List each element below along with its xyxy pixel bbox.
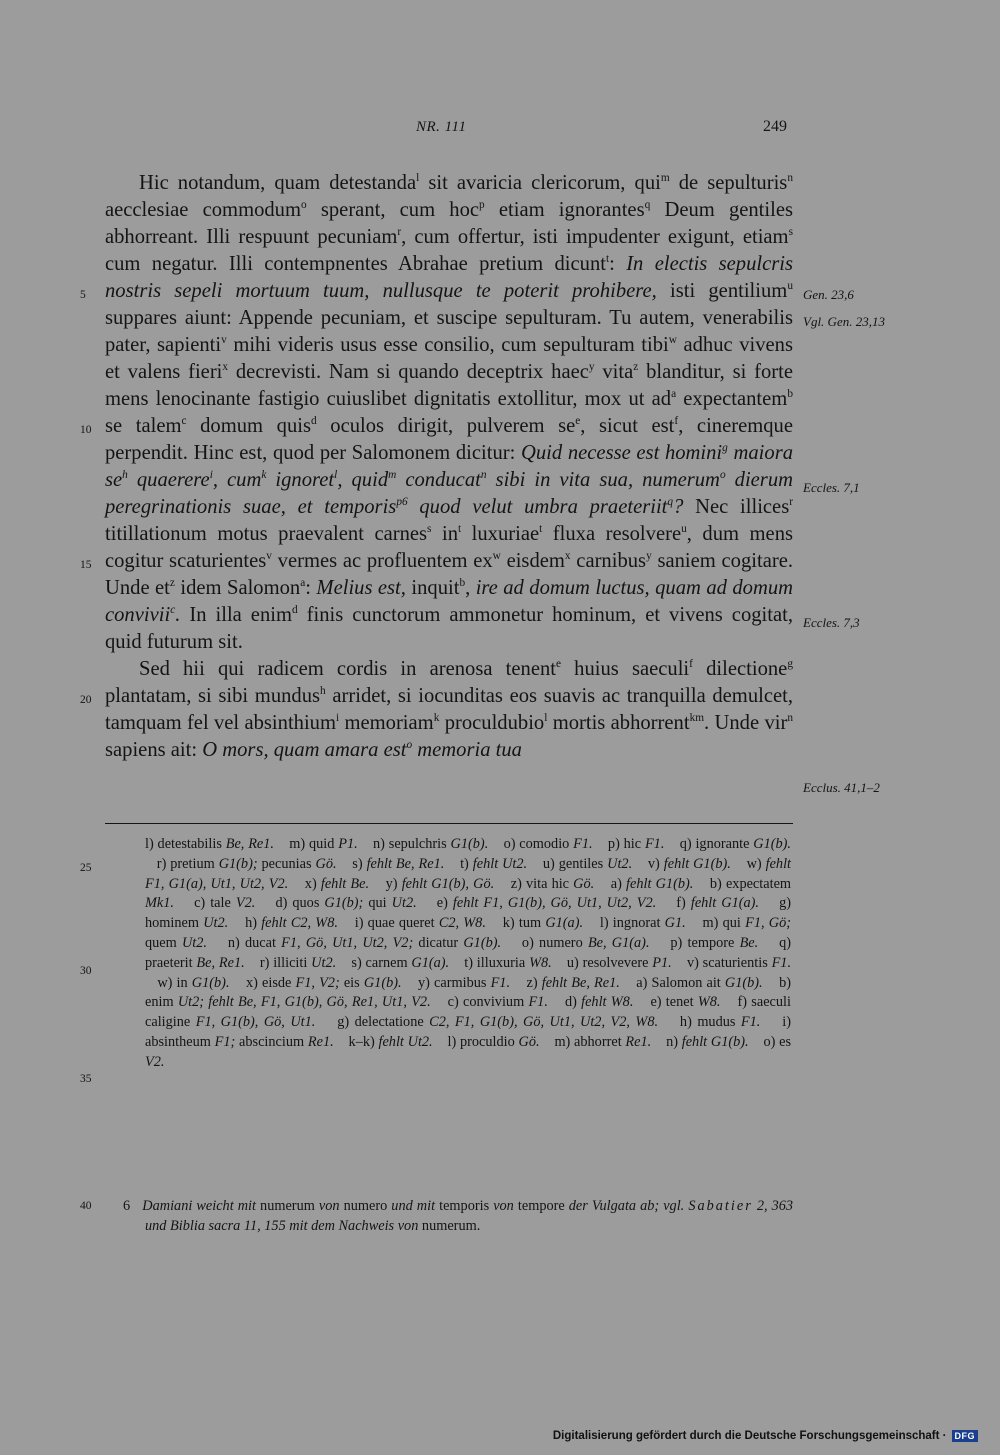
footnote-rule: [105, 823, 793, 824]
commentary-note: [105, 1196, 793, 1236]
margin-note-gen-23-6: Gen. 23,6: [803, 287, 854, 302]
margin-note-ecclus-41: Ecclus. 41,1–2: [803, 780, 880, 795]
apparatus-text: l) detestabilis Be, Re1. m) quid P1. n) sepulchris G1(b). o) comodio F1. p) hic F1. q) ignorante G1(b). r) pretium G1(b); pecunias Gö. s) fehlt Be, Re1. t) fehlt Ut2. u) gentiles Ut2. v) fehlt G1(b). w) fehlt F1, G1(a), Ut1, Ut2, V2. x) fehlt Be. y) fehlt G1(b), Gö. z) vita hic Gö. a) fehlt G1(b). b) expectatem Mk1. c) tale V2. d) quos G1(b); qui Ut2. e) fehlt F1, G1(b), Gö, Ut1, Ut2, V2. f) fehlt G1(a). g) hominem Ut2. h) fehlt C2, W8. i) quae queret C2, W8. k) tum G1(a). l) ingnorat G1. m) qui F1, Gö; quem Ut2. n) ducat F1, Gö, Ut1, Ut2, V2; dicatur G1(b). o) numero Be, G1(a). p) tempore Be. q) praeterit Be, Re1. r) illiciti Ut2. s) carnem G1(a). t) illuxuria W8. u) resolvevere P1. v) scaturientis F1. w) in G1(b). x) eisde F1, V2; eis G1(b). y) carmibus F1. z) fehlt Be, Re1. a) Salomon ait G1(b). b) enim Ut2; fehlt Be, F1, G1(b), Gö, Re1, Ut1, V2. c) convivium F1. d) fehlt W8. e) tenet W8. f) saeculi caligine F1, G1(b), Gö, Ut1. g) delectatione C2, F1, G1(b), Gö, Ut1, Ut2, V2, W8. h) mudus F1. i) absintheum F1; abscincium Re1. k–k) fehlt Ut2. l) proculdio Gö. m) abhorret Re1. n) fehlt G1(b). o) es V2.: [145, 836, 792, 1070]
line-number-5: 5: [80, 289, 86, 301]
line-number-25: 25: [80, 862, 92, 874]
line-number-30: 30: [80, 965, 92, 977]
line-number-35: 35: [80, 1073, 92, 1085]
running-title: NR. 111: [416, 119, 467, 135]
main-text: [105, 170, 793, 764]
page-number: 249: [763, 118, 787, 135]
line-number-15: 15: [80, 559, 92, 571]
digitization-footer: [553, 1430, 978, 1442]
dfg-logo: DFG: [952, 1430, 979, 1442]
commentary-text: 6 Damiani weicht mit numerum von numero und mit temporis von tempore der Vulgata ab; vgl. Sabatier 2, 363 und Biblia sacra 11, 155 mit dem Nachweis von numerum.: [123, 1198, 794, 1234]
line-number-10: 10: [80, 424, 92, 436]
footer-text: Digitalisierung gefördert durch die Deutsche Forschungsgemeinschaft ·: [552, 1430, 947, 1442]
margin-note-vgl-gen-23-13: Vgl. Gen. 23,13: [803, 314, 885, 329]
paragraph-1: Hic notandum, quam detestanda$^l$ sit avaricia clericorum, qui$^m$ de sepulturis$^n$ aecclesiae commodum$^o$ sperant, cum hoc$^p$ etiam ignorantes$^q$ Deum gentiles abhorreant. Illi respuunt pecuniam$^r$, cum offertur, isti impudenter exigunt, etiam$^s$ cum negatur. Illi contempnentes Abrahae pretium dicunt$^t$: In electis sepulcris nostris sepeli mortuum tuum, nullusque te poterit prohibere, isti gentilium$^u$ suppares aiunt: Appende pecuniam, et suscipe sepulturam. Tu autem, venerabilis pater, sapienti$^v$ mihi videris usus esse consilio, cum sepulturam tibi$^w$ adhuc vivens et valens fieri$^x$ decrevisti. Nam si quando deceptrix haec$^y$ vita$^z$ blanditur, si forte mens lenocinante fastigio cuiuslibet dignitatis extollitur, mox ut $ad^a$ expectantem$^b$ se talem$^c$ domum quis$^d$ oculos dirigit, pulverem $se^e$, sicut est$^f$, cineremque perpendit. Hinc est, quod per Salomonem dicitur: Quid necesse est homini$^g$ maiora $se^h$ quaerere$^i$, cum$^k$ ignoret$^l$, quid$^m$ conducat$^n$ sibi in vita sua, numerum$^o$ dierum peregrinationis suae, et temporis$^{p6}$ quod velut umbra praeteriit$^q$? Nec illices$^r$ titillationum motus praevalent carnes$^s$ $in^t$ luxuriae$^t$ fluxa resolvere$^u$, dum mens cogitur scaturientes$^v$ vermes ac profluentem $ex^w$ eisdem$^x$ carnibus$^y$ saniem cogitare. Unde $et^z$ idem Salomon$^a$: Melius est, inquit$^b$, ire ad domum luctus, quam ad domum convivii$^c$. In illa enim$^d$ finis cunctorum ammonetur hominum, et vivens cogitat, quid futurum sit.: [105, 172, 794, 653]
margin-note-eccles-7-3: Eccles. 7,3: [803, 615, 860, 630]
line-number-40: 40: [80, 1200, 92, 1212]
critical-apparatus: [145, 835, 791, 1073]
margin-note-eccles-7-1: Eccles. 7,1: [803, 480, 860, 495]
paragraph-2: Sed hii qui radicem cordis in arenosa tenent$^e$ huius saeculi$^f$ dilectione$^g$ plantatam, si sibi mundus$^h$ arridet, si iocunditas eos suavis ac tranquilla demulcet, tamquam fel vel absinthium$^i$ memoriam$^k$ proculdubio$^l$ mortis abhorrent$^{km}$. Unde vir$^n$ sapiens ait: O mors, quam amara est$^o$ memoria tua: [105, 658, 793, 761]
line-number-20: 20: [80, 694, 92, 706]
